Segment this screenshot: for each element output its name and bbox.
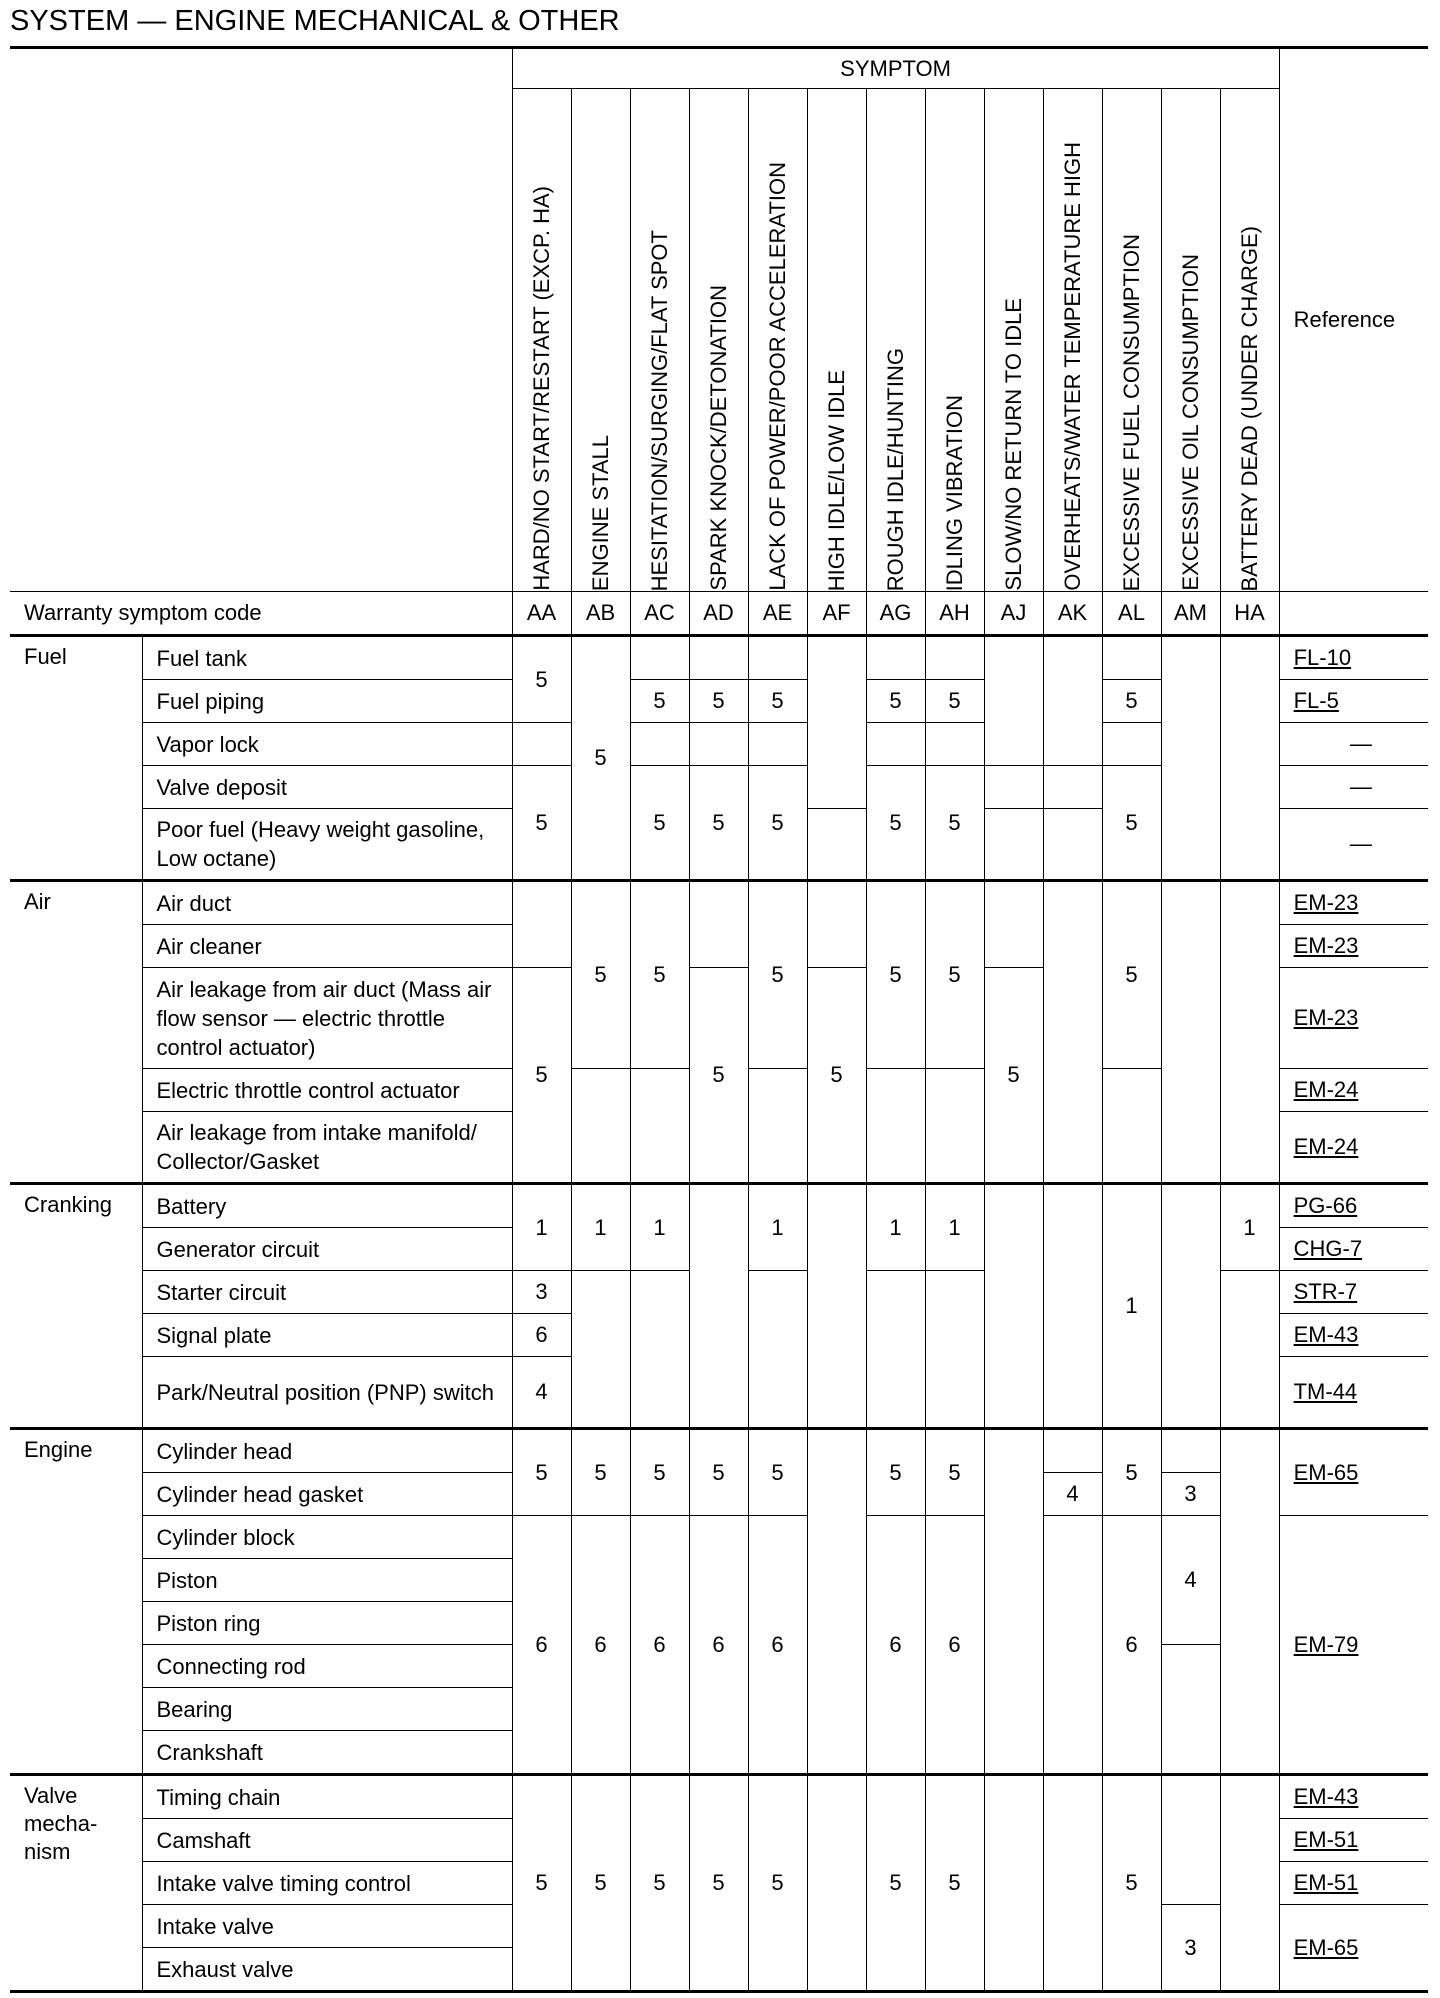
value-cell — [866, 636, 925, 680]
value-cell: 5 — [748, 881, 807, 1069]
value-cell — [984, 1184, 1043, 1429]
value-cell — [1220, 881, 1279, 1184]
value-cell: 1 — [866, 1184, 925, 1271]
item-intake-valve-timing: Intake valve timing control — [142, 1862, 512, 1905]
code-cell: AC — [630, 592, 689, 636]
value-cell — [925, 636, 984, 680]
value-cell — [1043, 1516, 1102, 1775]
reference-link[interactable]: FL-5 — [1279, 680, 1428, 723]
value-cell: 5 — [689, 766, 748, 881]
value-cell — [512, 723, 571, 766]
value-cell — [571, 1271, 630, 1429]
value-cell: 6 — [866, 1516, 925, 1775]
value-cell — [866, 723, 925, 766]
value-cell: 6 — [925, 1516, 984, 1775]
value-cell: 5 — [866, 881, 925, 1069]
value-cell: 5 — [984, 968, 1043, 1184]
value-cell — [1043, 766, 1102, 809]
code-cell: AG — [866, 592, 925, 636]
group-cranking: Cranking — [10, 1184, 142, 1429]
value-cell: 4 — [1043, 1473, 1102, 1516]
item-camshaft: Camshaft — [142, 1819, 512, 1862]
item-cylinder-block: Cylinder block — [142, 1516, 512, 1559]
symptom-header-af: HIGH IDLE/LOW IDLE — [807, 89, 866, 592]
value-cell — [925, 723, 984, 766]
value-cell: 5 — [1102, 680, 1161, 723]
value-cell — [984, 1775, 1043, 1992]
item-air-leakage-manifold: Air leakage from intake manifold/ Collector/Gasket — [142, 1112, 512, 1184]
item-poor-fuel: Poor fuel (Heavy weight gasoline, Low octane) — [142, 809, 512, 881]
reference-dash: — — [1279, 723, 1428, 766]
value-cell: 5 — [748, 1775, 807, 1992]
value-cell: 5 — [807, 968, 866, 1184]
value-cell — [1161, 1184, 1220, 1429]
value-cell — [984, 766, 1043, 809]
value-cell — [1161, 1645, 1220, 1775]
value-cell: 1 — [1220, 1184, 1279, 1271]
item-pnp-switch: Park/Neutral position (PNP) switch — [142, 1357, 512, 1429]
reference-link[interactable]: EM-23 — [1279, 925, 1428, 968]
value-cell: 5 — [512, 1429, 571, 1516]
warranty-label: Warranty symptom code — [10, 592, 512, 636]
value-cell: 5 — [689, 1775, 748, 1992]
value-cell: 1 — [1102, 1184, 1161, 1429]
value-cell: 5 — [866, 766, 925, 881]
value-cell: 6 — [512, 1314, 571, 1357]
value-cell — [1043, 1429, 1102, 1473]
code-cell: HA — [1220, 592, 1279, 636]
value-cell: 5 — [1102, 1429, 1161, 1516]
reference-header: Reference — [1279, 48, 1428, 592]
value-cell: 5 — [925, 1775, 984, 1992]
value-cell — [1220, 636, 1279, 881]
value-cell — [1161, 1775, 1220, 1905]
code-cell: AA — [512, 592, 571, 636]
value-cell — [866, 1069, 925, 1184]
value-cell — [1043, 1775, 1102, 1992]
page-title: SYSTEM — ENGINE MECHANICAL & OTHER — [10, 5, 620, 37]
value-cell: 5 — [512, 1775, 571, 1992]
value-cell: 5 — [866, 680, 925, 723]
value-cell: 5 — [630, 1775, 689, 1992]
symptom-header-ha: BATTERY DEAD (UNDER CHARGE) — [1220, 89, 1279, 592]
value-cell: 3 — [512, 1271, 571, 1314]
item-electric-throttle: Electric throttle control actuator — [142, 1069, 512, 1112]
item-fuel-tank: Fuel tank — [142, 636, 512, 680]
value-cell — [807, 636, 866, 809]
value-cell: 5 — [866, 1429, 925, 1516]
value-cell: 5 — [1102, 766, 1161, 881]
code-cell: AL — [1102, 592, 1161, 636]
value-cell — [1220, 1775, 1279, 1992]
value-cell: 5 — [630, 1429, 689, 1516]
value-cell: 6 — [630, 1516, 689, 1775]
header-blank — [10, 48, 512, 592]
value-cell: 1 — [571, 1184, 630, 1271]
symptom-header-ah: IDLING VIBRATION — [925, 89, 984, 592]
reference-dash: — — [1279, 766, 1428, 809]
value-cell — [748, 1271, 807, 1429]
value-cell — [925, 1271, 984, 1429]
item-piston: Piston — [142, 1559, 512, 1602]
value-cell — [748, 723, 807, 766]
reference-link[interactable]: CHG-7 — [1279, 1228, 1428, 1271]
value-cell — [807, 1775, 866, 1992]
value-cell — [984, 881, 1043, 968]
code-cell: AH — [925, 592, 984, 636]
reference-link[interactable]: STR-7 — [1279, 1271, 1428, 1314]
value-cell: 6 — [1102, 1516, 1161, 1775]
value-cell — [748, 1069, 807, 1184]
code-cell: AJ — [984, 592, 1043, 636]
item-vapor-lock: Vapor lock — [142, 723, 512, 766]
value-cell — [512, 881, 571, 968]
value-cell — [807, 1184, 866, 1429]
value-cell: 3 — [1161, 1905, 1220, 1992]
value-cell — [630, 1271, 689, 1429]
item-intake-valve: Intake valve — [142, 1905, 512, 1948]
value-cell: 5 — [630, 766, 689, 881]
value-cell — [1043, 1184, 1102, 1429]
value-cell: 5 — [1102, 881, 1161, 1069]
code-blank — [1279, 592, 1428, 636]
value-cell: 5 — [571, 1775, 630, 1992]
value-cell — [925, 1069, 984, 1184]
symptom-header-ae: LACK OF POWER/POOR ACCELERATION — [748, 89, 807, 592]
reference-link[interactable]: EM-51 — [1279, 1819, 1428, 1862]
value-cell: 5 — [925, 881, 984, 1069]
item-starter-circuit: Starter circuit — [142, 1271, 512, 1314]
value-cell: 5 — [925, 766, 984, 881]
item-bearing: Bearing — [142, 1688, 512, 1731]
value-cell: 1 — [748, 1184, 807, 1271]
value-cell: 5 — [748, 766, 807, 881]
value-cell: 5 — [630, 881, 689, 1069]
value-cell: 5 — [925, 680, 984, 723]
symptom-header-al: EXCESSIVE FUEL CONSUMPTION — [1102, 89, 1161, 592]
value-cell — [630, 723, 689, 766]
group-valve-mechanism: Valve mecha- nism — [10, 1775, 142, 1992]
value-cell — [1220, 1271, 1279, 1429]
value-cell — [1220, 1429, 1279, 1775]
value-cell — [689, 636, 748, 680]
value-cell: 6 — [512, 1516, 571, 1775]
symptom-header-ag: ROUGH IDLE/HUNTING — [866, 89, 925, 592]
value-cell: 5 — [748, 1429, 807, 1516]
item-cylinder-head-gasket: Cylinder head gasket — [142, 1473, 512, 1516]
item-air-leakage-duct: Air leakage from air duct (Mass air flow sensor — electric throttle control actuator) — [142, 968, 512, 1069]
value-cell — [807, 809, 866, 881]
item-timing-chain: Timing chain — [142, 1775, 512, 1819]
value-cell: 5 — [571, 636, 630, 881]
value-cell — [1102, 723, 1161, 766]
value-cell — [689, 881, 748, 968]
symptom-header: SYMPTOM — [512, 48, 1279, 89]
value-cell: 3 — [1161, 1473, 1220, 1516]
symptom-header-ak: OVERHEATS/WATER TEMPERATURE HIGH — [1043, 89, 1102, 592]
item-piston-ring: Piston ring — [142, 1602, 512, 1645]
value-cell: 6 — [689, 1516, 748, 1775]
group-fuel: Fuel — [10, 636, 142, 881]
value-cell: 5 — [630, 680, 689, 723]
item-fuel-piping: Fuel piping — [142, 680, 512, 723]
code-cell: AM — [1161, 592, 1220, 636]
item-valve-deposit: Valve deposit — [142, 766, 512, 809]
symptom-header-aj: SLOW/NO RETURN TO IDLE — [984, 89, 1043, 592]
value-cell: 6 — [748, 1516, 807, 1775]
value-cell — [689, 1184, 748, 1429]
group-engine: Engine — [10, 1429, 142, 1775]
value-cell: 6 — [571, 1516, 630, 1775]
value-cell — [1161, 636, 1220, 881]
value-cell — [984, 809, 1043, 881]
value-cell — [1043, 881, 1102, 1184]
value-cell — [984, 1429, 1043, 1775]
value-cell — [1161, 1429, 1220, 1473]
value-cell — [1043, 809, 1102, 881]
value-cell — [748, 636, 807, 680]
symptom-header-ac: HESITATION/SURGING/FLAT SPOT — [630, 89, 689, 592]
reference-link[interactable]: EM-65 — [1279, 1905, 1428, 1992]
value-cell — [807, 881, 866, 968]
item-air-duct: Air duct — [142, 881, 512, 925]
item-connecting-rod: Connecting rod — [142, 1645, 512, 1688]
value-cell: 5 — [689, 968, 748, 1184]
value-cell — [1161, 881, 1220, 1184]
value-cell: 5 — [925, 1429, 984, 1516]
value-cell: 1 — [512, 1184, 571, 1271]
value-cell — [866, 1271, 925, 1429]
reference-dash: — — [1279, 809, 1428, 881]
item-crankshaft: Crankshaft — [142, 1731, 512, 1775]
item-cylinder-head: Cylinder head — [142, 1429, 512, 1473]
code-cell: AF — [807, 592, 866, 636]
reference-link[interactable]: EM-43 — [1279, 1314, 1428, 1357]
value-cell — [1102, 636, 1161, 680]
value-cell — [1102, 1069, 1161, 1184]
value-cell: 5 — [571, 881, 630, 1069]
symptom-header-aa: HARD/NO START/RESTART (EXCP. HA) — [512, 89, 571, 592]
reference-link[interactable]: EM-24 — [1279, 1069, 1428, 1112]
symptom-header-ad: SPARK KNOCK/DETONATION — [689, 89, 748, 592]
code-cell: AK — [1043, 592, 1102, 636]
value-cell — [571, 1069, 630, 1184]
group-air: Air — [10, 881, 142, 1184]
value-cell: 5 — [512, 636, 571, 723]
value-cell: 4 — [512, 1357, 571, 1429]
value-cell — [630, 636, 689, 680]
item-air-cleaner: Air cleaner — [142, 925, 512, 968]
item-exhaust-valve: Exhaust valve — [142, 1948, 512, 1992]
value-cell: 5 — [689, 680, 748, 723]
value-cell: 5 — [512, 968, 571, 1184]
value-cell: 5 — [748, 680, 807, 723]
symptom-header-ab: ENGINE STALL — [571, 89, 630, 592]
reference-link[interactable]: EM-23 — [1279, 881, 1428, 925]
item-battery: Battery — [142, 1184, 512, 1228]
symptom-header-am: EXCESSIVE OIL CONSUMPTION — [1161, 89, 1220, 592]
reference-link[interactable]: EM-51 — [1279, 1862, 1428, 1905]
reference-link[interactable]: EM-65 — [1279, 1429, 1428, 1516]
value-cell: 1 — [925, 1184, 984, 1271]
item-signal-plate: Signal plate — [142, 1314, 512, 1357]
value-cell — [807, 1429, 866, 1775]
reference-link[interactable]: EM-43 — [1279, 1775, 1428, 1819]
code-cell: AD — [689, 592, 748, 636]
value-cell: 5 — [1102, 1775, 1161, 1992]
value-cell — [984, 636, 1043, 766]
value-cell — [689, 723, 748, 766]
symptom-matrix-table — [10, 46, 1428, 1993]
item-generator-circuit: Generator circuit — [142, 1228, 512, 1271]
reference-link[interactable]: TM-44 — [1279, 1357, 1428, 1429]
value-cell — [1043, 636, 1102, 766]
reference-link[interactable]: EM-24 — [1279, 1112, 1428, 1184]
value-cell: 5 — [512, 766, 571, 881]
value-cell: 1 — [630, 1184, 689, 1271]
code-cell: AB — [571, 592, 630, 636]
reference-link[interactable]: PG-66 — [1279, 1184, 1428, 1228]
value-cell: 5 — [689, 1429, 748, 1516]
code-cell: AE — [748, 592, 807, 636]
reference-link[interactable]: FL-10 — [1279, 636, 1428, 680]
value-cell: 4 — [1161, 1516, 1220, 1645]
value-cell — [630, 1069, 689, 1184]
value-cell: 5 — [571, 1429, 630, 1516]
reference-link[interactable]: EM-23 — [1279, 968, 1428, 1069]
value-cell: 5 — [866, 1775, 925, 1992]
reference-link[interactable]: EM-79 — [1279, 1516, 1428, 1775]
